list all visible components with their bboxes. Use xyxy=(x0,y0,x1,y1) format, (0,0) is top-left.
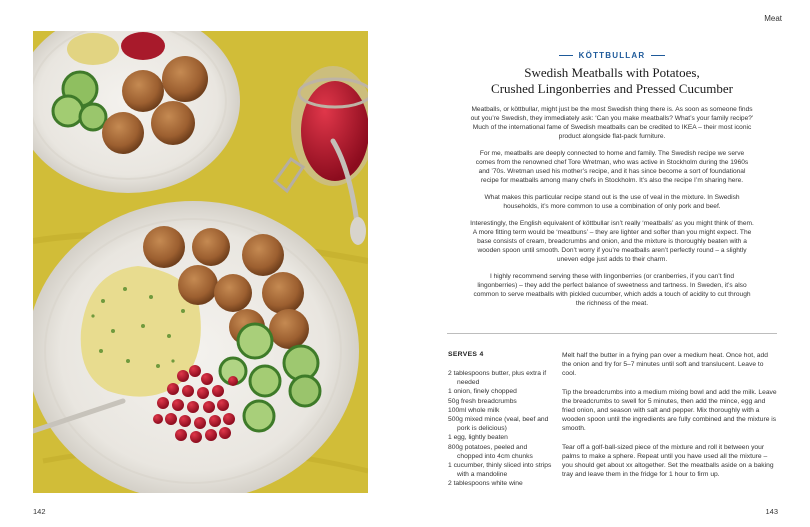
recipe-title xyxy=(447,65,777,97)
kicker-rule-right xyxy=(651,55,665,56)
intro-paragraph: I highly recommend serving these with lingonberries (or cranberries, if you can’t find lingonberries) – they add the perfect balance of sweetness and tartness. In Sweden, it’s also common to serve meatballs with pickled cucumber, which adds a touch of acidity to cut through the richness of the meat. xyxy=(473,273,751,307)
food-photo xyxy=(33,31,368,493)
method-step: Tear off a golf-ball-sized piece of the mixture and roll it between your palms to make a sphere. Repeat until you have used all the mixture – you should get about xx altogether. Set the meatballs aside on a baking tray and leave them in the fridge for 1 hour to firm up. xyxy=(562,443,774,479)
intro-paragraph: Meatballs, or köttbullar, might just be the most Swedish thing there is. As soon as someone finds out you’re Swedish, they immediately ask: ‘Can you make meatballs? What’s your family recipe?’ Much of the international fame of Swedish meatballs can be credited to IKEA – their most iconic product alongside flat-pack furniture. xyxy=(470,106,754,140)
ingredient-item: 800g potatoes, peeled and chopped into 4cm chunks xyxy=(448,443,533,460)
method-step: Tip the breadcrumbs into a medium mixing bowl and add the milk. Leave the breadcrumbs to swell for 5 minutes, then add the mince, egg and fried onion, and season with salt and pepper. Mix thoroughly with a wooden spoon until the ingredients are fully combined and the mixture is smooth. xyxy=(562,388,777,433)
method-steps xyxy=(562,351,778,488)
page-number-right: 143 xyxy=(765,507,778,516)
intro-paragraph: For me, meatballs are deeply connected to home and family. The Swedish recipe we serve comes from the renowned chef Tore Wretman, who was active in Stockholm during the 1960s and ’70s. Wretman used his mother’s recipe, and it has since become a sort of foundational recipe for meatballs among many chefs in Stockholm. It’s also the recipe I’m sharing here. xyxy=(475,150,749,184)
method-step: Melt half the butter in a frying pan over a medium heat. Once hot, add the onion and fry for 5–7 minutes until soft and translucent. Leave to cool. xyxy=(562,352,768,378)
kicker-text: KÖTTBULLAR xyxy=(578,51,646,60)
ingredient-item: 2 tablespoons butter, plus extra if needed xyxy=(448,370,547,387)
ingredients-list xyxy=(448,369,553,489)
kicker-rule-left xyxy=(559,55,573,56)
ingredient-item: 2 tablespoons white wine xyxy=(448,480,523,488)
title-line-1: Swedish Meatballs with Potatoes, xyxy=(524,65,700,80)
intro-paragraph: Interestingly, the English equivalent of köttbullar isn’t really ‘meatballs’ as you might think of them. A more fitting term would be ‘meatbuns’ – they are lighter and softer than you might expect. The base consists of cream, breadcrumbs and onion, and the mixture is thoroughly beaten with a wooden spoon until smooth. Don’t worry if you’re meatballs aren’t perfectly round – a slightly uneven edge just adds to their charm. xyxy=(470,220,754,263)
section-divider xyxy=(447,333,777,334)
ingredient-item: 50g fresh breadcrumbs xyxy=(448,397,517,405)
ingredient-item: 100ml whole milk xyxy=(448,406,500,414)
serves-label: SERVES 4 xyxy=(448,351,484,358)
page-number-left: 142 xyxy=(33,507,46,516)
section-header: Meat xyxy=(764,14,782,23)
intro-paragraph: What makes this particular recipe stand out is the use of veal in the mixture. In Swedish households, it’s more common to use a combination of only pork and beef. xyxy=(484,194,740,210)
ingredient-item: 1 cucumber, thinly sliced into strips with a mandoline xyxy=(448,462,552,479)
ingredient-item: 500g mixed mince (veal, beef and pork is delicious) xyxy=(448,416,549,433)
ingredient-item: 1 onion, finely chopped xyxy=(448,388,517,396)
title-line-2: Crushed Lingonberries and Pressed Cucumber xyxy=(491,81,733,96)
ingredient-item: 1 egg, lightly beaten xyxy=(448,434,508,442)
intro-text xyxy=(470,105,754,316)
recipe-kicker xyxy=(447,51,777,60)
